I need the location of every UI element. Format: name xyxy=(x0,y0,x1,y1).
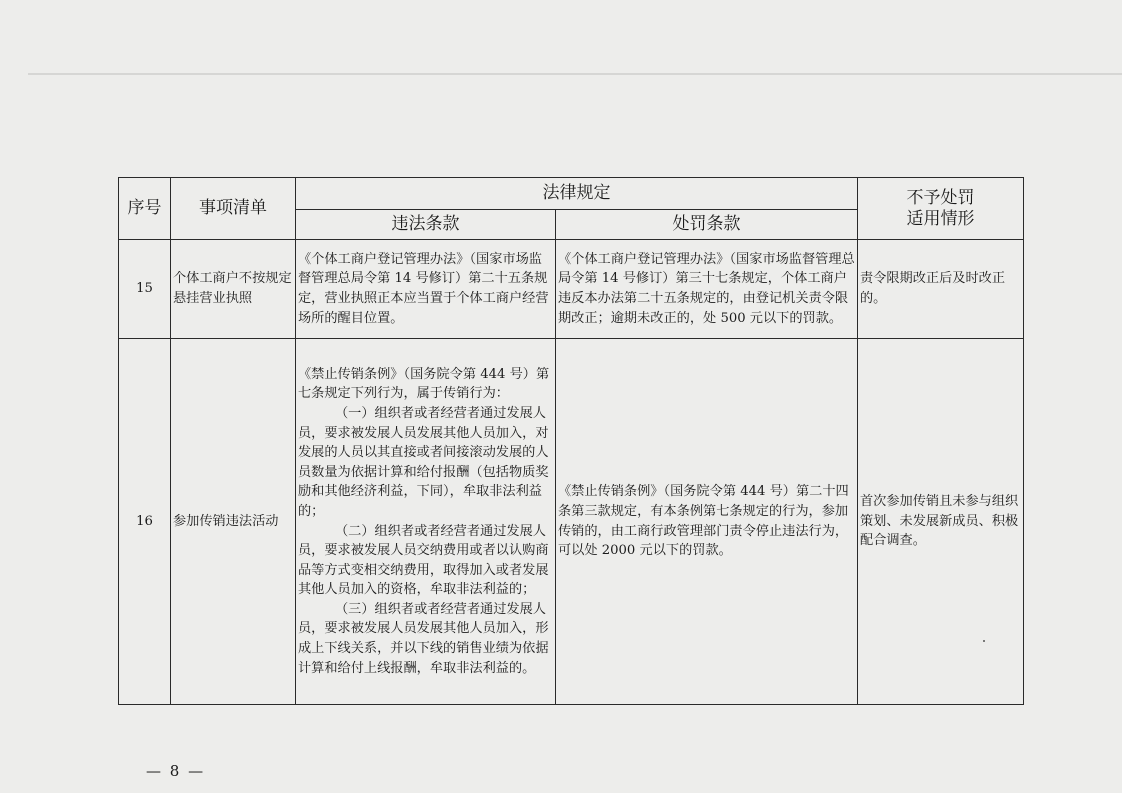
row-exemption: 责令限期改正后及时改正的。 xyxy=(858,240,1024,339)
row-number: 15 xyxy=(119,240,171,339)
row-violation-clause xyxy=(296,339,556,705)
header-penalty-clause: 处罚条款 xyxy=(556,210,858,240)
row-number: 16 xyxy=(119,339,171,705)
header-violation-clause: 违法条款 xyxy=(296,210,556,240)
row-penalty-clause: 《禁止传销条例》（国务院令第 444 号）第二十四条第三款规定，有本条例第七条规定的行为，参加传销的，由工商行政管理部门责令停止违法行为，可以处 2000 元以下的罚款。 xyxy=(556,339,858,705)
row-item: 个体工商户不按规定悬挂营业执照 xyxy=(171,240,296,339)
penalty-exemption-table xyxy=(118,177,1024,705)
violation-item-2: （二）组织者或者经营者通过发展人员，要求被发展人员交纳费用或者以认购商品等方式变相交纳费用，取得加入或者发展其他人员加入的资格，牟取非法利益的； xyxy=(298,523,549,598)
page-number: — 8 — xyxy=(146,762,206,780)
violation-intro: 《禁止传销条例》（国务院令第 444 号）第七条规定下列行为，属于传销行为： xyxy=(298,366,550,402)
row-penalty-clause: 《个体工商户登记管理办法》（国家市场监督管理总局令第 14 号修订）第三十七条规定，个体工商户违反本办法第二十五条规定的，由登记机关责令限期改正；逾期未改正的，处 500 元以下的罚款。 xyxy=(556,240,858,339)
row-violation-clause: 《个体工商户登记管理办法》（国家市场监督管理总局令第 14 号修订）第二十五条规定，营业执照正本应当置于个体工商户经营场所的醒目位置。 xyxy=(296,240,556,339)
scan-edge-line xyxy=(28,73,1122,75)
table-row xyxy=(119,339,1024,705)
row-exemption: 首次参加传销且未参与组织策划、未发展新成员、积极配合调查。 xyxy=(858,339,1024,705)
violation-item-1: （一）组织者或者经营者通过发展人员，要求被发展人员发展其他人员加入，对发展的人员以其直接或者间接滚动发展的人员数量为依据计算和给付报酬（包括物质奖励和其他经济利益，下同），牟取非法利益的； xyxy=(298,405,549,519)
violation-item-3: （三）组织者或者经营者通过发展人员，要求被发展人员发展其他人员加入，形成上下线关系，并以下线的销售业绩为依据计算和给付上线报酬，牟取非法利益的。 xyxy=(298,601,549,676)
header-legal-provisions: 法律规定 xyxy=(296,178,858,210)
header-exempt-line2: 适用情形 xyxy=(906,208,975,229)
header-exempt-line1: 不予处罚 xyxy=(906,187,975,208)
header-item-list: 事项清单 xyxy=(171,178,296,240)
row-item: 参加传销违法活动 xyxy=(171,339,296,705)
table-row xyxy=(119,240,1024,339)
scan-speck xyxy=(983,640,985,642)
header-seq: 序号 xyxy=(119,178,171,240)
header-exemption-cases xyxy=(858,178,1024,240)
